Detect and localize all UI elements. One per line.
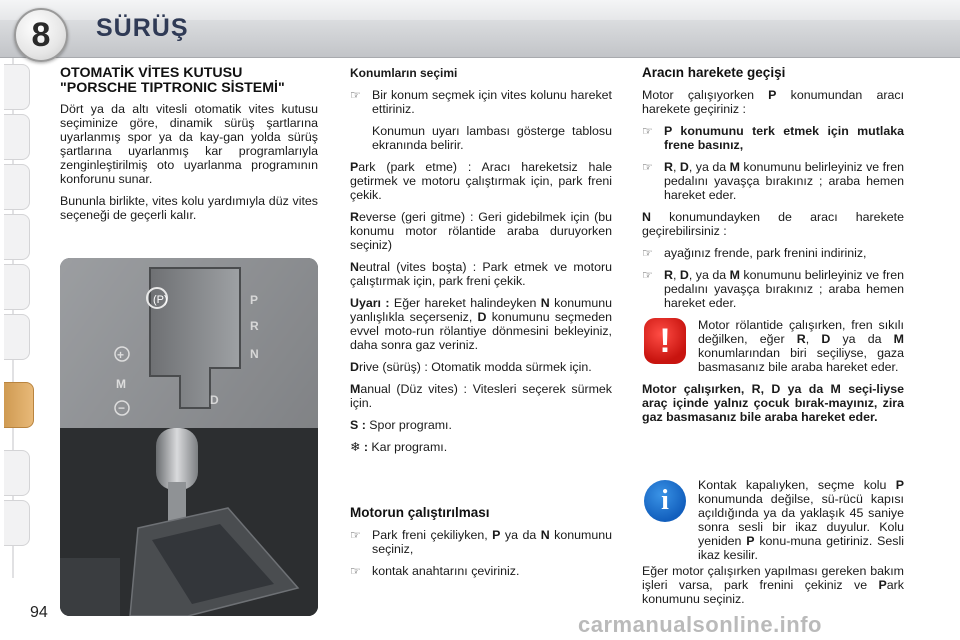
text-run: M [893, 332, 904, 346]
reverse-letter: R [350, 210, 359, 224]
gear-selector-illustration [60, 258, 318, 616]
text-run: D [821, 332, 831, 346]
text-run: konumunu seçiniz, [372, 528, 612, 556]
warning-text: konumunu seçmeden evvel moto-run rölantiye dönmesini bekleyiniz, daha sonra gaz veriniz. [350, 310, 612, 352]
text-run: P [878, 578, 887, 592]
text-run: Kontak kapalıyken, seçme kolu [698, 478, 896, 492]
text-run: R [664, 268, 673, 282]
drive-text: rive (sürüş) : Otomatik modda sürmek için. [358, 360, 592, 374]
list-item-text: Bir konum seçmek için vites kolunu hareket ettiriniz. [372, 88, 612, 116]
chapter-tab[interactable] [4, 314, 30, 360]
moving-off-intro [642, 88, 904, 116]
text-run: P [492, 528, 501, 542]
text-run: , ya da [688, 268, 730, 282]
warning-text [698, 318, 904, 374]
warning-paragraph [350, 296, 612, 352]
page-number: 94 [30, 604, 48, 621]
bullet-hand-icon: ☞ [350, 88, 361, 102]
sport-description [350, 418, 612, 432]
gate-label-minus: − [118, 401, 126, 415]
warning-box [642, 318, 904, 432]
text-run: M [729, 268, 740, 282]
spacer [350, 462, 612, 506]
info-box [642, 478, 904, 614]
column-intro [60, 66, 318, 230]
bullet-hand-icon: ☞ [642, 160, 653, 174]
warning-text: konumunu yanlışlıkla seçerseniz, [350, 296, 612, 324]
warning-d: D [477, 310, 487, 324]
chapter-number: 8 [31, 15, 51, 54]
text-run: ark konumunu seçiniz. [642, 578, 904, 606]
list-item [642, 268, 904, 310]
chapter-title: SÜRÜŞ [96, 14, 189, 42]
text-run: konumundayken de aracı harekete geçirebilirsiniz : [642, 210, 904, 238]
list-item-continuation: Konumun uyarı lambası gösterge tablosu ekranında belirir. [372, 124, 612, 152]
chapter-tab[interactable] [4, 64, 30, 110]
text-run: konumlarından biri seçiliyse, gaza basmasanız bile araba hareket eder. [698, 346, 904, 374]
warning-text: Eğer hareket halindeyken [389, 296, 541, 310]
list-item-text [664, 268, 904, 310]
info-glyph: i [661, 485, 669, 516]
gate-label-r: R [250, 319, 259, 333]
text-run: ya da [830, 332, 894, 346]
text-run: Park freni çekiliyken, [372, 528, 493, 542]
text-run: M [729, 160, 740, 174]
neutral-description [350, 260, 612, 288]
text-run: konumundan aracı harekete geçiriniz : [642, 88, 905, 116]
reverse-text: everse (geri gitme) : Geri gidebilmek için (bu konumu motor rölantide araba duruyorken seçiniz) [350, 210, 612, 252]
list-item [350, 528, 612, 556]
gate-label-plus: + [117, 348, 125, 362]
chapter-tab[interactable] [4, 214, 30, 260]
svg-text:(P): (P) [153, 294, 168, 306]
chapter-tab[interactable] [4, 114, 30, 160]
positions-heading: Konumların seçimi [350, 66, 458, 80]
text-run: R [664, 160, 673, 174]
warning-glyph: ! [659, 322, 671, 360]
intro-paragraph: Dört ya da altı vitesli otomatik vites kutusu seçiminize göre, dinamik sürüş şartlarına uyarlanmış spor ya da kay-gan yolda sürüş şartlarına uyarlanmış kar programlarıyla zenginleştirilmiş oto uyarlanma programının konforunu sunar. [60, 102, 318, 186]
text-run: konumunu belirleyiniz ve fren pedalını yavaşça bırakınız ; araba hemen hareket eder. [664, 160, 905, 202]
neutral-moving-off [642, 210, 904, 238]
watermark: carmanualsonline.info [578, 612, 822, 637]
intro-paragraph-2: Bununla birlikte, vites kolu yardımıyla düz vites seçeneği de geçerli kalır. [60, 194, 318, 222]
bullet-hand-icon: ☞ [642, 268, 653, 282]
chapter-badge [14, 8, 68, 62]
text-run: N [642, 210, 651, 224]
snow-label: : [360, 440, 368, 454]
gate-label-d: D [210, 393, 219, 407]
text-run: Motor çalışıyorken [642, 88, 769, 102]
snow-text: Kar programı. [367, 440, 448, 454]
list-item [642, 160, 904, 202]
chapter-tab[interactable] [4, 500, 30, 546]
moving-off-heading: Aracın harekete geçişi [642, 65, 786, 80]
manual-letter: M [350, 382, 361, 396]
text-run: konu-muna getiriniz. Sesli ikaz kesilir. [698, 534, 904, 562]
park-text: ark (park etme) : Aracı hareketsiz hale getirmek ve motoru çalıştırmak için, park freni çekik. [350, 160, 612, 202]
drive-letter: D [350, 360, 359, 374]
manual-description [350, 382, 612, 410]
text-run: N [540, 528, 550, 542]
warning-bold-text: Motor çalışırken, R, D ya da M seçi-liyse araç içinde yalnız çocuk bırak-mayınız, zira gaz basmasanız bile araba hareket eder. [642, 382, 904, 424]
text-run: , ya da [688, 160, 730, 174]
snow-description [350, 440, 612, 454]
column-positions [350, 66, 612, 586]
chapter-tab-active[interactable] [4, 382, 34, 428]
text-run: , [805, 332, 822, 346]
column-moving-off [642, 66, 904, 318]
snowflake-icon: ❄ [350, 440, 361, 454]
text-run: ya da [500, 528, 541, 542]
list-item [350, 88, 612, 116]
list-item [350, 564, 612, 578]
list-item-text: P konumunu terk etmek için mutlaka frene basınız, [664, 124, 904, 152]
gear-selector-photo [60, 258, 318, 616]
list-item [642, 246, 904, 260]
gate-label-p: P [250, 293, 259, 307]
bullet-hand-icon: ☞ [350, 564, 361, 578]
text-run: , [672, 160, 680, 174]
engine-start-heading: Motorun çalıştırılması [350, 505, 490, 520]
drive-description [350, 360, 612, 374]
section-heading: OTOMATİK VİTES KUTUSU "PORSCHE TIPTRONIC SİSTEMİ" [60, 65, 285, 96]
info-text-2 [642, 564, 904, 606]
chapter-tab[interactable] [4, 264, 30, 310]
manual-text: anual (Düz vites) : Vitesleri seçerek sürmek için. [350, 382, 612, 410]
sport-text: Spor programı. [365, 418, 452, 432]
list-item [642, 124, 904, 152]
text-run: D [679, 268, 689, 282]
text-run: Motor rölantide çalışırken, fren sıkılı değilken, eğer [698, 318, 904, 346]
text-run: P [746, 534, 755, 548]
text-run: , [672, 268, 680, 282]
chapter-tabs [0, 58, 34, 578]
list-item-text: ayağınız frende, park frenini indiriniz, [664, 246, 867, 260]
text-run: konumunda değilse, sü-rücü kapısı açıldığında ya da yaklaşık 45 saniye sonra sesli bir ikaz duyulur. Kolu yeniden [698, 492, 904, 548]
text-run: P [768, 88, 777, 102]
text-run: P [895, 478, 904, 492]
list-item-text [372, 528, 612, 556]
bullet-hand-icon: ☞ [642, 124, 653, 138]
text-run: konumunu belirleyiniz ve fren pedalını yavaşça bırakınız ; araba hemen hareket eder. [664, 268, 905, 310]
text-run: Eğer motor çalışırken yapılması gereken bakım işleri varsa, park frenini çekiniz ve [642, 564, 904, 592]
chapter-tab[interactable] [4, 164, 30, 210]
list-item-text: kontak anahtarını çeviriniz. [372, 564, 520, 578]
text-run: D [679, 160, 689, 174]
warning-n: N [540, 296, 550, 310]
text-run: R [796, 332, 806, 346]
info-text [698, 478, 904, 562]
gate-label-n: N [250, 347, 259, 361]
warning-label: Uyarı : [350, 296, 390, 310]
chapter-tab[interactable] [4, 450, 30, 496]
bullet-hand-icon: ☞ [642, 246, 653, 260]
neutral-letter: N [350, 260, 359, 274]
neutral-text: eutral (vites boşta) : Park etmek ve motoru çalıştırmak için, park freni çekik. [350, 260, 612, 288]
sport-label: S : [350, 418, 366, 432]
list-item-text [664, 160, 904, 202]
gate-label-m: M [116, 377, 126, 391]
bullet-hand-icon: ☞ [350, 528, 361, 542]
reverse-description [350, 210, 612, 252]
park-letter: P [350, 160, 359, 174]
park-description [350, 160, 612, 202]
